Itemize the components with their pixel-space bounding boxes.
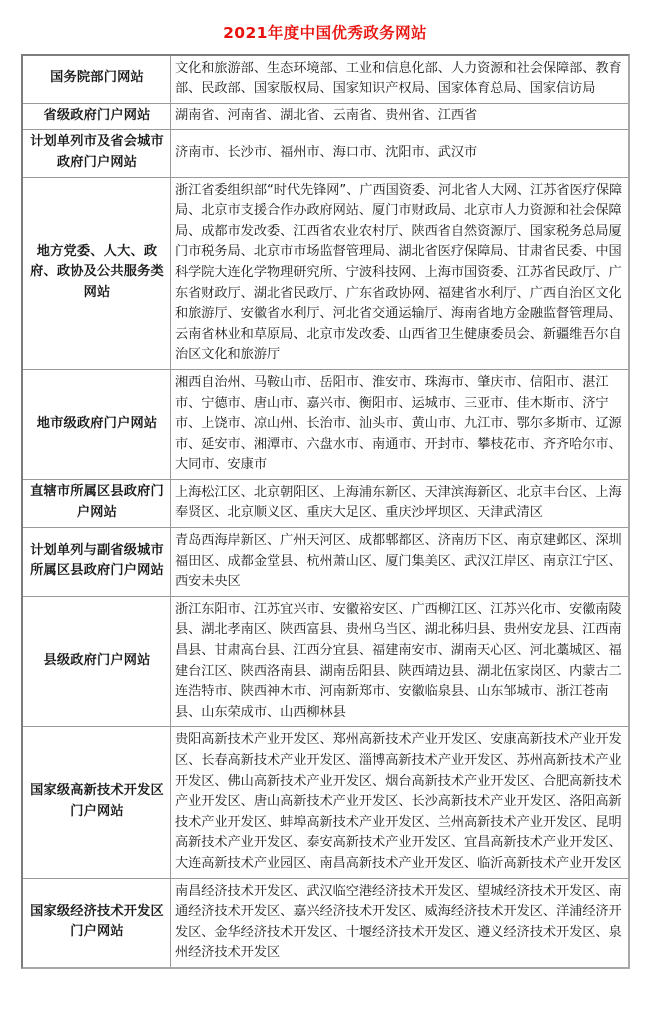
table-row [23, 178, 628, 370]
table-row [23, 528, 628, 597]
table-row [23, 370, 628, 480]
row-value-text: 青岛西海岸新区、广州天河区、成都郫都区、济南历下区、南京建邺区、深圳福田区、成都金堂县、杭州萧山区、厦门集美区、武汉江岸区、南京江宁区、西安未央区 [171, 528, 628, 597]
page-title: 2021年度中国优秀政务网站 [223, 24, 427, 42]
table-row [23, 597, 628, 728]
table-row [23, 56, 628, 104]
row-value-text: 浙江省委组织部“时代先锋网”、广西国资委、河北省人大网、江苏省医疗保障局、北京市支援合作办政府网站、厦门市财政局、北京市人力资源和社会保障局、成都市发改委、江西省农业农村厅、陕西省自然资源厅、国家税务总局厦门市税务局、北京市市场监督管理局、湖北省医疗保障局、甘肃省民委、中国科学院大连化学物理研究所、宁波科技网、上海市国资委、江苏省民政厅、广东省财政厅、湖北省民政厅、广东省政协网、福建省水利厅、广西自治区文化和旅游厅、安徽省水利厅、河北省交通运输厅、海南省地方金融监督管理局、云南省林业和草原局、北京市发改委、山西省卫生健康委员会、新疆维吾尔自治区文化和旅游厅 [171, 178, 628, 370]
row-category-label: 地市级政府门户网站 [23, 370, 171, 480]
row-value-text: 湖南省、河南省、湖北省、云南省、贵州省、江西省 [171, 104, 628, 131]
table-row [23, 480, 628, 528]
row-value-text: 浙江东阳市、江苏宜兴市、安徽裕安区、广西柳江区、江苏兴化市、安徽南陵县、湖北孝南区、陕西富县、贵州乌当区、湖北秭归县、贵州安龙县、江西南昌县、甘肃高台县、江西分宜县、福建南安市、湖南天心区、河北藁城区、福建台江区、陕西洛南县、湖南岳阳县、陕西靖边县、湖北伍家岗区、内蒙古二连浩特市、陕西神木市、河南新郑市、安徽临泉县、山东邹城市、浙江苍南县、山东荣成市、山西柳林县 [171, 597, 628, 728]
row-value-text: 上海松江区、北京朝阳区、上海浦东新区、天津滨海新区、北京丰台区、上海奉贤区、北京顺义区、重庆大足区、重庆沙坪坝区、天津武清区 [171, 480, 628, 528]
row-value-text: 南昌经济技术开发区、武汉临空港经济技术开发区、望城经济技术开发区、南通经济技术开发区、嘉兴经济技术开发区、威海经济技术开发区、洋浦经济开发区、金华经济技术开发区、十堰经济技术开发区、遵义经济技术开发区、泉州经济技术开发区 [175, 883, 622, 961]
row-value-text: 济南市、长沙市、福州市、海口市、沈阳市、武汉市 [171, 130, 628, 177]
row-category-label: 县级政府门户网站 [23, 597, 171, 728]
row-category-label: 省级政府门户网站 [23, 104, 171, 131]
row-category-label: 地方党委、人大、政府、政协及公共服务类网站 [23, 178, 171, 370]
table-row [23, 104, 628, 131]
row-category-label: 国家级高新技术开发区门户网站 [23, 727, 171, 878]
table-row [23, 130, 628, 177]
row-category-label: 计划单列与副省级城市所属区县政府门户网站 [23, 528, 171, 597]
table-container [0, 54, 650, 969]
excellent-gov-websites-table [21, 54, 630, 969]
row-category-label: 计划单列市及省会城市政府门户网站 [23, 130, 171, 177]
row-value-text: 文化和旅游部、生态环境部、工业和信息化部、人力资源和社会保障部、教育部、民政部、国家版权局、国家知识产权局、国家体育总局、国家信访局 [171, 56, 628, 104]
row-category-label: 国家级经济技术开发区门户网站 [23, 879, 171, 967]
row-category-label: 国务院部门网站 [23, 56, 171, 104]
row-value-text: 贵阳高新技术产业开发区、郑州高新技术产业开发区、安康高新技术产业开发区、长春高新技术产业开发区、淄博高新技术产业开发区、苏州高新技术产业开发区、佛山高新技术产业开发区、烟台高新技术产业开发区、合肥高新技术产业开发区、唐山高新技术产业开发区、长沙高新技术产业开发区、洛阳高新技术产业开发区、蚌埠高新技术产业开发区、兰州高新技术产业开发区、昆明高新技术产业开发区、泰安高新技术产业开发区、宜昌高新技术产业开发区、大连高新技术产业园区、南昌高新技术产业开发区、临沂高新技术产业开发区 [171, 727, 628, 878]
table-row [23, 879, 628, 967]
table-row [23, 727, 628, 878]
row-value-text: 湘西自治州、马鞍山市、岳阳市、淮安市、珠海市、肇庆市、信阳市、湛江市、宁德市、唐山市、嘉兴市、衡阳市、运城市、三亚市、佳木斯市、济宁市、上饶市、凉山州、长治市、汕头市、黄山市、九江市、鄂尔多斯市、辽源市、延安市、湘潭市、六盘水市、南通市、开封市、攀枝花市、齐齐哈尔市、大同市、安康市 [171, 370, 628, 480]
row-category-label: 直辖市所属区县政府门户网站 [23, 480, 171, 528]
